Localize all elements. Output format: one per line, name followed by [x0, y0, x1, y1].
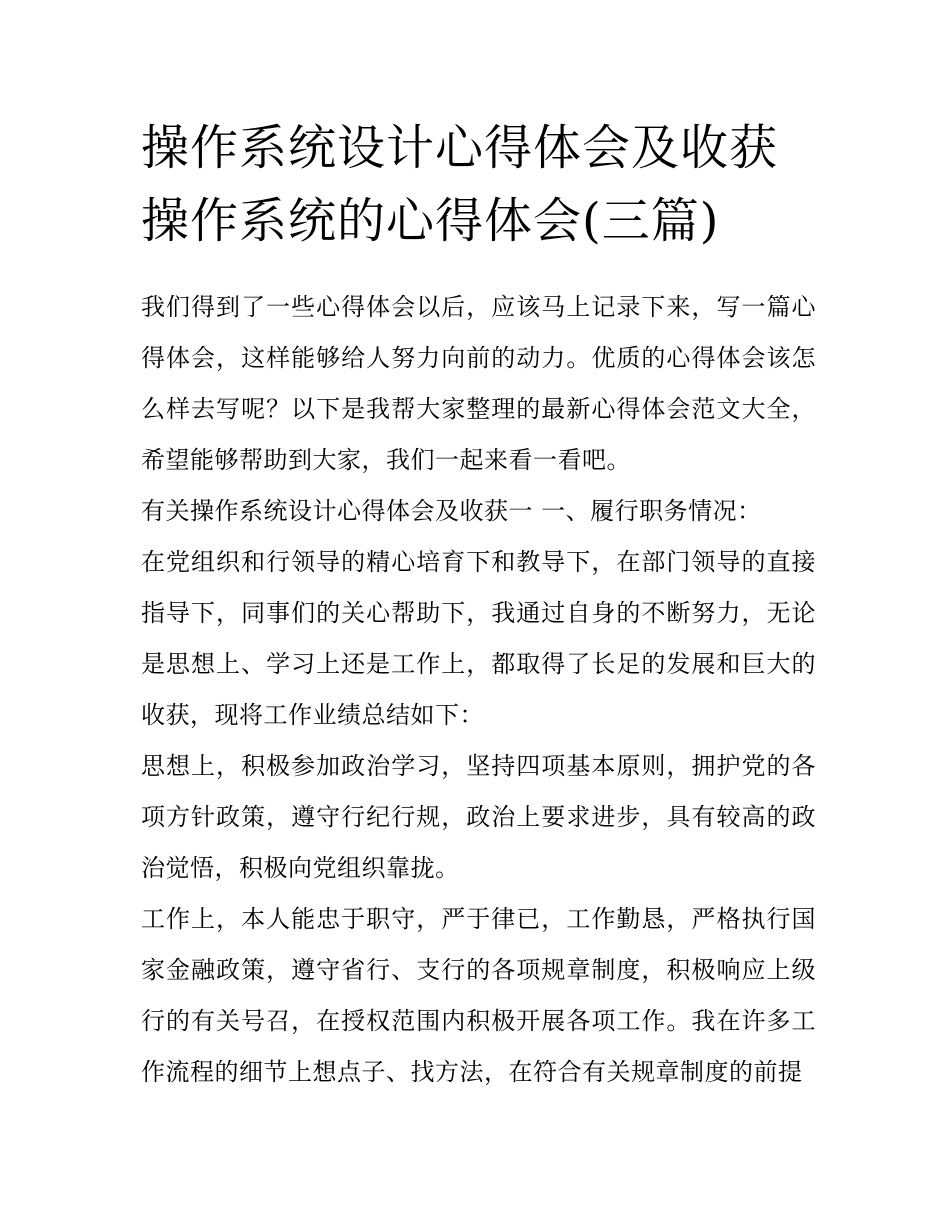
document-content [141, 112, 816, 1098]
paragraph-work: 工作上，本人能忠于职守，严于律已，工作勤恳，严格执行国家金融政策，遵守省行、支行的各项规章制度，积极响应上级行的有关号召，在授权范围内积极开展各项工作。我在许多工作流程的细节上想点子、找方法，在符合有关规章制度的前提 [141, 905, 816, 1086]
document-body [141, 282, 816, 1098]
title-line-1: 操作系统设计心得体会及收获 [141, 120, 779, 176]
paragraph-performance: 在党组织和行领导的精心培育下和教导下，在部门领导的直接指导下，同事们的关心帮助下，我通过自身的不断努力，无论是思想上、学习上还是工作上，都取得了长足的发展和巨大的收获，现将工作业绩总结如下： [141, 548, 816, 729]
document-title [141, 112, 816, 258]
paragraph-intro: 我们得到了一些心得体会以后，应该马上记录下来，写一篇心得体会，这样能够给人努力向前的动力。优质的心得体会该怎么样去写呢？以下是我帮大家整理的最新心得体会范文大全，希望能够帮助到大家，我们一起来看一看吧。 [141, 293, 816, 474]
paragraph-section-heading: 有关操作系统设计心得体会及收获一 一、履行职务情况： [141, 497, 762, 525]
paragraph-ideology: 思想上，积极参加政治学习，坚持四项基本原则，拥护党的各项方针政策，遵守行纪行规，政治上要求进步，具有较高的政治觉悟，积极向党组织靠拢。 [141, 752, 816, 882]
title-line-2: 操作系统的心得体会(三篇) [141, 193, 720, 249]
